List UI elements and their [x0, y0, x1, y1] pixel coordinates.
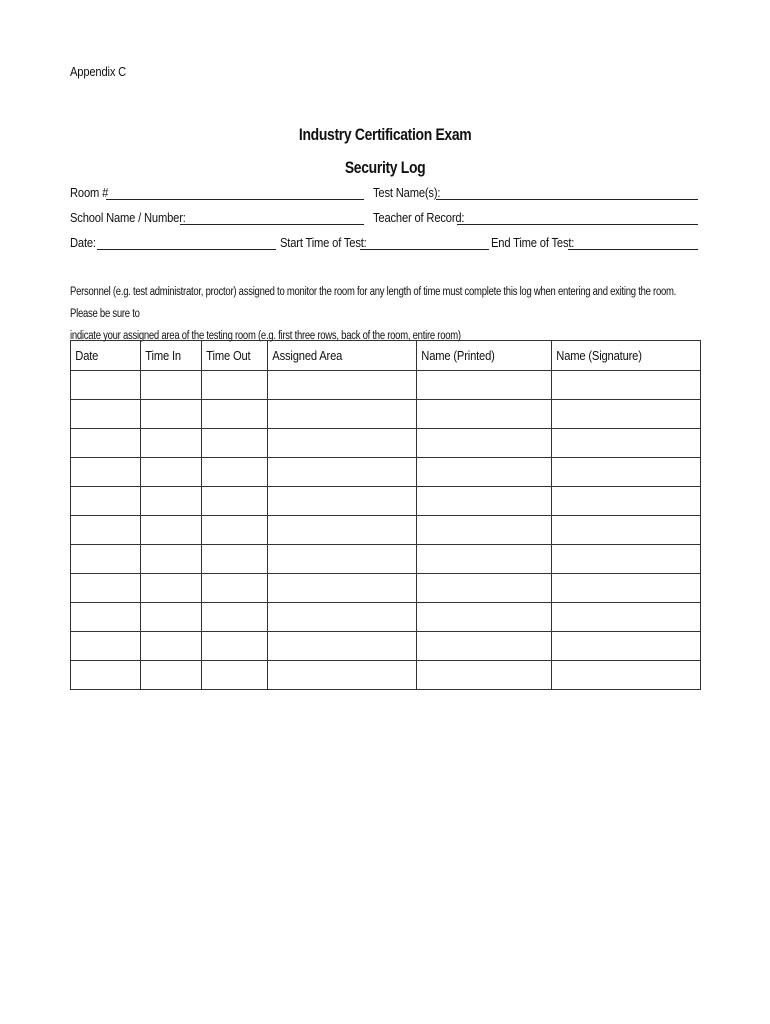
field-row-room	[70, 185, 700, 203]
table-cell[interactable]	[552, 487, 701, 516]
table-cell[interactable]	[141, 400, 202, 429]
table-cell[interactable]	[417, 603, 552, 632]
table-cell[interactable]	[552, 545, 701, 574]
table-row	[71, 545, 701, 574]
table-cell[interactable]	[417, 487, 552, 516]
teacher-field[interactable]	[373, 210, 700, 228]
school-blank-line	[180, 224, 364, 225]
document-title	[0, 125, 770, 145]
table-cell[interactable]	[141, 429, 202, 458]
table-cell[interactable]	[202, 545, 268, 574]
table-cell[interactable]	[417, 400, 552, 429]
table-cell[interactable]	[417, 545, 552, 574]
document-subtitle	[0, 158, 770, 178]
test-names-blank-line	[436, 199, 698, 200]
table-row	[71, 371, 701, 400]
table-cell[interactable]	[268, 545, 417, 574]
column-header-time-in: Time In	[141, 341, 202, 371]
teacher-label: Teacher of Record:	[373, 210, 465, 225]
table-header-row	[71, 341, 701, 371]
table-cell[interactable]	[268, 516, 417, 545]
table-cell[interactable]	[202, 603, 268, 632]
table-cell[interactable]	[268, 574, 417, 603]
table-cell[interactable]	[71, 574, 141, 603]
start-time-field[interactable]	[280, 235, 490, 253]
end-time-blank-line	[568, 249, 698, 250]
table-cell[interactable]	[202, 632, 268, 661]
table-row	[71, 487, 701, 516]
table-cell[interactable]	[417, 429, 552, 458]
date-field[interactable]	[70, 235, 277, 253]
table-cell[interactable]	[202, 487, 268, 516]
date-label: Date:	[70, 235, 96, 250]
table-cell[interactable]	[552, 371, 701, 400]
end-time-field[interactable]	[491, 235, 700, 253]
school-label: School Name / Number:	[70, 210, 186, 225]
table-cell[interactable]	[141, 632, 202, 661]
table-cell[interactable]	[552, 574, 701, 603]
table-row	[71, 632, 701, 661]
start-time-label: Start Time of Test:	[280, 235, 367, 250]
room-label: Room #	[70, 185, 109, 200]
room-blank-line	[106, 199, 364, 200]
table-cell[interactable]	[71, 516, 141, 545]
table-cell[interactable]	[71, 371, 141, 400]
column-header-name-printed: Name (Printed)	[417, 341, 552, 371]
instructions-line-2: indicate your assigned area of the testing room (e.g. first three rows, back of the room, entire room)	[70, 330, 461, 342]
table-row	[71, 603, 701, 632]
table-cell[interactable]	[202, 400, 268, 429]
table-cell[interactable]	[268, 603, 417, 632]
school-field[interactable]	[70, 210, 368, 228]
document-title-text: Industry Certification Exam	[298, 125, 472, 144]
table-cell[interactable]	[552, 632, 701, 661]
table-cell[interactable]	[417, 371, 552, 400]
document-subtitle-text: Security Log	[344, 158, 426, 177]
table-cell[interactable]	[268, 458, 417, 487]
field-row-date	[70, 235, 700, 253]
table-cell[interactable]	[141, 458, 202, 487]
test-names-field[interactable]	[373, 185, 700, 203]
table-row	[71, 516, 701, 545]
table-cell[interactable]	[71, 632, 141, 661]
table-cell[interactable]	[202, 574, 268, 603]
table-cell[interactable]	[71, 603, 141, 632]
table-cell[interactable]	[417, 458, 552, 487]
table-cell[interactable]	[71, 661, 141, 690]
column-header-date: Date	[71, 341, 141, 371]
column-header-time-out: Time Out	[202, 341, 268, 371]
table-cell[interactable]	[202, 371, 268, 400]
field-row-school	[70, 210, 700, 228]
table-cell[interactable]	[268, 632, 417, 661]
table-cell[interactable]	[202, 458, 268, 487]
table-cell[interactable]	[141, 603, 202, 632]
room-field[interactable]	[70, 185, 368, 203]
table-cell[interactable]	[417, 632, 552, 661]
table-cell[interactable]	[202, 429, 268, 458]
table-cell[interactable]	[417, 516, 552, 545]
security-log-table-body	[71, 371, 701, 690]
table-cell[interactable]	[552, 429, 701, 458]
table-cell[interactable]	[268, 400, 417, 429]
table-cell[interactable]	[552, 603, 701, 632]
table-cell[interactable]	[268, 661, 417, 690]
start-time-blank-line	[360, 249, 489, 250]
instructions-text	[70, 281, 697, 347]
table-cell[interactable]	[202, 661, 268, 690]
date-blank-line	[97, 249, 276, 250]
column-header-assigned-area: Assigned Area	[268, 341, 417, 371]
table-cell[interactable]	[268, 429, 417, 458]
table-cell[interactable]	[71, 400, 141, 429]
table-cell[interactable]	[552, 516, 701, 545]
table-cell[interactable]	[552, 400, 701, 429]
table-row	[71, 458, 701, 487]
table-row	[71, 661, 701, 690]
table-cell[interactable]	[141, 487, 202, 516]
table-cell[interactable]	[141, 545, 202, 574]
test-names-label: Test Name(s):	[373, 185, 441, 200]
table-cell[interactable]	[417, 661, 552, 690]
appendix-label: Appendix C	[70, 64, 127, 79]
teacher-blank-line	[457, 224, 698, 225]
table-cell[interactable]	[71, 458, 141, 487]
table-cell[interactable]	[141, 574, 202, 603]
table-cell[interactable]	[417, 574, 552, 603]
column-header-name-signature: Name (Signature)	[552, 341, 701, 371]
table-cell[interactable]	[141, 661, 202, 690]
table-cell[interactable]	[71, 545, 141, 574]
security-log-table	[70, 340, 701, 690]
table-cell[interactable]	[268, 371, 417, 400]
table-cell[interactable]	[141, 516, 202, 545]
table-cell[interactable]	[552, 661, 701, 690]
table-cell[interactable]	[71, 429, 141, 458]
table-cell[interactable]	[71, 487, 141, 516]
table-cell[interactable]	[552, 458, 701, 487]
table-cell[interactable]	[141, 371, 202, 400]
instructions-line-1: Personnel (e.g. test administrator, proctor) assigned to monitor the room for any length of time must complete this log when entering and exiting the room. Please be sure to	[70, 286, 677, 320]
table-row	[71, 574, 701, 603]
table-cell[interactable]	[268, 487, 417, 516]
table-row	[71, 429, 701, 458]
table-cell[interactable]	[202, 516, 268, 545]
end-time-label: End Time of Test:	[491, 235, 575, 250]
table-row	[71, 400, 701, 429]
